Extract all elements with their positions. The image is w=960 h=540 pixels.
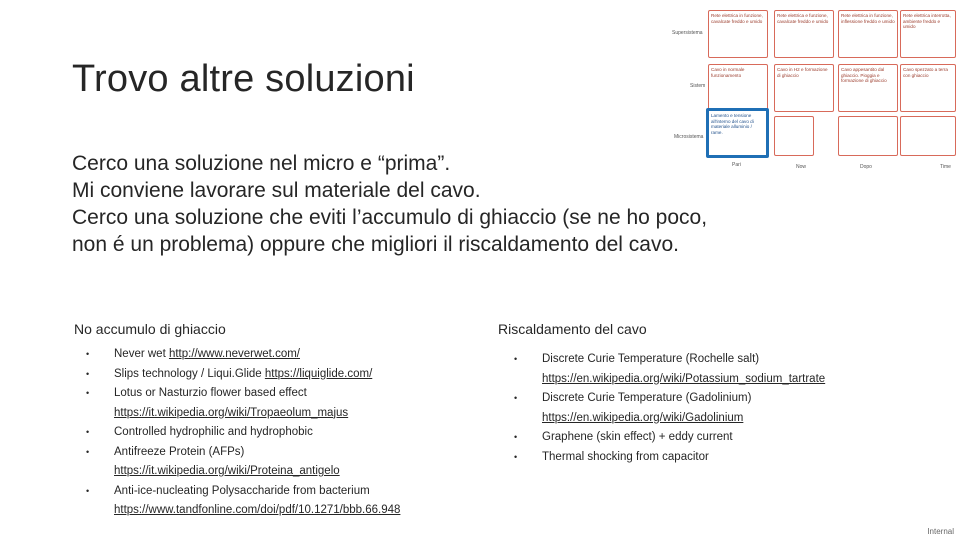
slide-title: Trovo altre soluzioni	[72, 58, 415, 100]
matrix-cell	[900, 116, 956, 156]
matrix-col-label: Dopo	[860, 164, 872, 170]
right-list	[514, 350, 934, 467]
list-item: • Slips technology / Liqui.Glide https://liquiglide.com/	[86, 367, 373, 380]
matrix-col-label: Time	[940, 164, 951, 170]
item-link[interactable]: https://www.tandfonline.com/doi/pdf/10.1271/bbb.66.948	[114, 504, 401, 516]
item-text: Anti-ice-nucleating Polysaccharide from bacterium	[114, 484, 370, 497]
item-text: Lotus or Nasturzio flower based effect	[114, 387, 307, 399]
item-link[interactable]: https://it.wikipedia.org/wiki/Proteina_antigelo	[114, 465, 340, 477]
item-link[interactable]: https://en.wikipedia.org/wiki/Potassium_sodium_tartrate	[542, 372, 826, 385]
intro-line: Cerco una soluzione nel micro e “prima”.	[72, 152, 451, 175]
matrix-cell	[774, 116, 814, 156]
list-item: • Anti-ice-nucleating Polysaccharide from bacterium https://www.tandfonline.com/doi/pdf/10.1271/bbb.66.948	[86, 484, 401, 516]
item-text: Controlled hydrophilic and hydrophobic	[114, 426, 313, 438]
matrix-cell-selected: Lamento e tensione all'interno del cavo di materiale alluminio / rame.	[706, 108, 769, 158]
left-heading: No accumulo di ghiaccio	[74, 321, 226, 337]
matrix-row-label: Microsistema	[674, 134, 704, 140]
matrix-cell: Rete elettrica e funzione, cavalcate freddo e umido	[774, 10, 834, 58]
item-text: Slips technology / Liqui.Glide	[114, 367, 265, 380]
left-list	[86, 345, 466, 521]
list-item: • Discrete Curie Temperature (Gadolinium) https://en.wikipedia.org/wiki/Gadolinium	[514, 392, 752, 424]
matrix-cell: Rete elettrica in funzione, inflessione freddo e umido	[838, 10, 898, 58]
list-item: • Thermal shocking from capacitor	[514, 450, 709, 463]
item-text: Antifreeze Protein (AFPs)	[114, 445, 245, 458]
list-item: • Never wet http://www.neverwet.com/	[86, 348, 300, 360]
matrix-col-label: Pari	[732, 162, 741, 168]
right-heading: Riscaldamento del cavo	[498, 321, 647, 337]
item-text: Discrete Curie Temperature (Rochelle salt)	[542, 353, 760, 365]
intro-line: non é un problema) oppure che migliori il riscaldamento del cavo.	[72, 233, 679, 256]
list-item: • Controlled hydrophilic and hydrophobic	[86, 426, 313, 438]
list-item: • Graphene (skin effect) + eddy current	[514, 431, 733, 443]
intro-line: Cerco una soluzione che eviti l’accumulo di ghiaccio (se ne ho poco,	[72, 206, 708, 229]
footer-label: Internal	[927, 527, 954, 536]
matrix-cell: Cavo spezzato a terra con ghiaccio	[900, 64, 956, 112]
matrix-row-label: Sistem	[690, 83, 706, 89]
matrix-row-label: Supersistema	[672, 30, 703, 36]
list-item: • Discrete Curie Temperature (Rochelle salt) https://en.wikipedia.org/wiki/Potassium_sodium_tartrate	[514, 353, 826, 385]
item-link[interactable]: http://www.neverwet.com/	[168, 348, 300, 360]
item-link[interactable]: https://it.wikipedia.org/wiki/Tropaeolum_majus	[114, 406, 349, 419]
item-link[interactable]: https://en.wikipedia.org/wiki/Gadolinium	[542, 411, 744, 424]
matrix-cell	[838, 116, 898, 156]
matrix-cell: Cavo in normale funzionamento	[708, 64, 768, 112]
matrix-col-label: Now	[796, 164, 807, 170]
item-text: Discrete Curie Temperature (Gadolinium)	[542, 392, 752, 404]
matrix-cell: Rete elettrica interrotta, ambiente freddo e umido	[900, 10, 956, 58]
system-matrix	[672, 8, 960, 178]
intro-line: Mi conviene lavorare sul materiale del cavo.	[72, 179, 481, 202]
item-text: Graphene (skin effect) + eddy current	[542, 431, 733, 443]
item-text: Never wet	[114, 348, 169, 360]
matrix-cell: Rete elettrica in funzione, cavalcate freddo e umido	[708, 10, 768, 58]
item-link[interactable]: https://liquiglide.com/	[264, 367, 373, 380]
matrix-cell: Cavo appesantito dal ghiaccio. Pioggia e formazione di ghiaccio	[838, 64, 898, 112]
list-item: • Antifreeze Protein (AFPs) https://it.wikipedia.org/wiki/Proteina_antigelo	[86, 445, 340, 477]
list-item: • Lotus or Nasturzio flower based effect https://it.wikipedia.org/wiki/Tropaeolum_majus	[86, 387, 349, 419]
matrix-cell: Cavo in H2 e formazione di ghiaccio	[774, 64, 834, 112]
item-text: Thermal shocking from capacitor	[542, 450, 709, 463]
